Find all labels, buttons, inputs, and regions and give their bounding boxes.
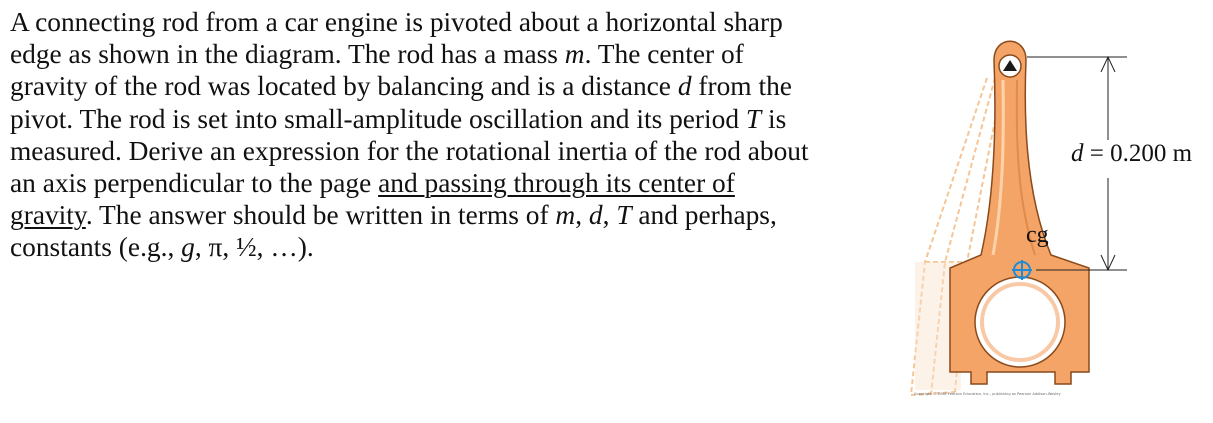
text: . The answer should be written in terms of	[85, 200, 556, 231]
problem-line-1	[10, 6, 900, 38]
text: is	[761, 103, 787, 134]
problem-statement	[10, 6, 900, 264]
problem-line-5	[10, 135, 900, 167]
cg-label: cg	[1026, 222, 1049, 248]
problem-line-6	[10, 167, 900, 199]
var-T: T	[616, 200, 632, 231]
var-m: m	[564, 39, 585, 70]
text: ,	[575, 200, 589, 231]
text: . The center of	[584, 39, 744, 70]
var-g: g	[181, 232, 195, 263]
text: ,	[602, 200, 617, 231]
underlined-text: and passing through its center of	[378, 168, 735, 199]
text: A connecting rod from a car engine is pivoted about a horizontal sharp	[10, 7, 783, 37]
var-d: d	[677, 71, 692, 102]
text: edge as shown in the diagram. The rod has a mass	[10, 39, 565, 70]
text: measured. Derive an expression for the rotational inertia of the rod about	[10, 135, 809, 166]
connecting-rod-figure	[895, 0, 1213, 423]
text: and perhaps,	[631, 200, 777, 231]
problem-line-8	[10, 231, 900, 263]
text: an axis perpendicular to the page	[10, 168, 379, 199]
var-d: d	[1071, 140, 1084, 167]
distance-value: = 0.200 m	[1083, 140, 1193, 167]
text: from the	[691, 71, 792, 102]
copyright-text: Copyright © 2008 Pearson Education, Inc., publishing as Pearson Addison-Wesley	[914, 392, 1061, 396]
problem-line-4	[10, 103, 900, 135]
connecting-rod	[950, 41, 1089, 384]
problem-line-3	[10, 70, 900, 102]
text: , π, ½, …).	[194, 232, 314, 263]
var-m: m	[555, 200, 576, 231]
big-end-hole	[975, 277, 1065, 367]
underlined-text: gravity	[10, 200, 86, 231]
text: constants (e.g.,	[10, 232, 182, 263]
rod-drawing	[895, 0, 1213, 423]
var-T: T	[745, 103, 762, 134]
distance-label	[1070, 140, 1193, 168]
text: pivot. The rod is set into small-amplitude oscillation and its period	[10, 103, 746, 134]
var-d: d	[588, 200, 603, 231]
problem-line-2	[10, 38, 900, 70]
text: gravity of the rod was located by balancing and is a distance	[10, 71, 678, 102]
problem-line-7	[10, 199, 900, 231]
